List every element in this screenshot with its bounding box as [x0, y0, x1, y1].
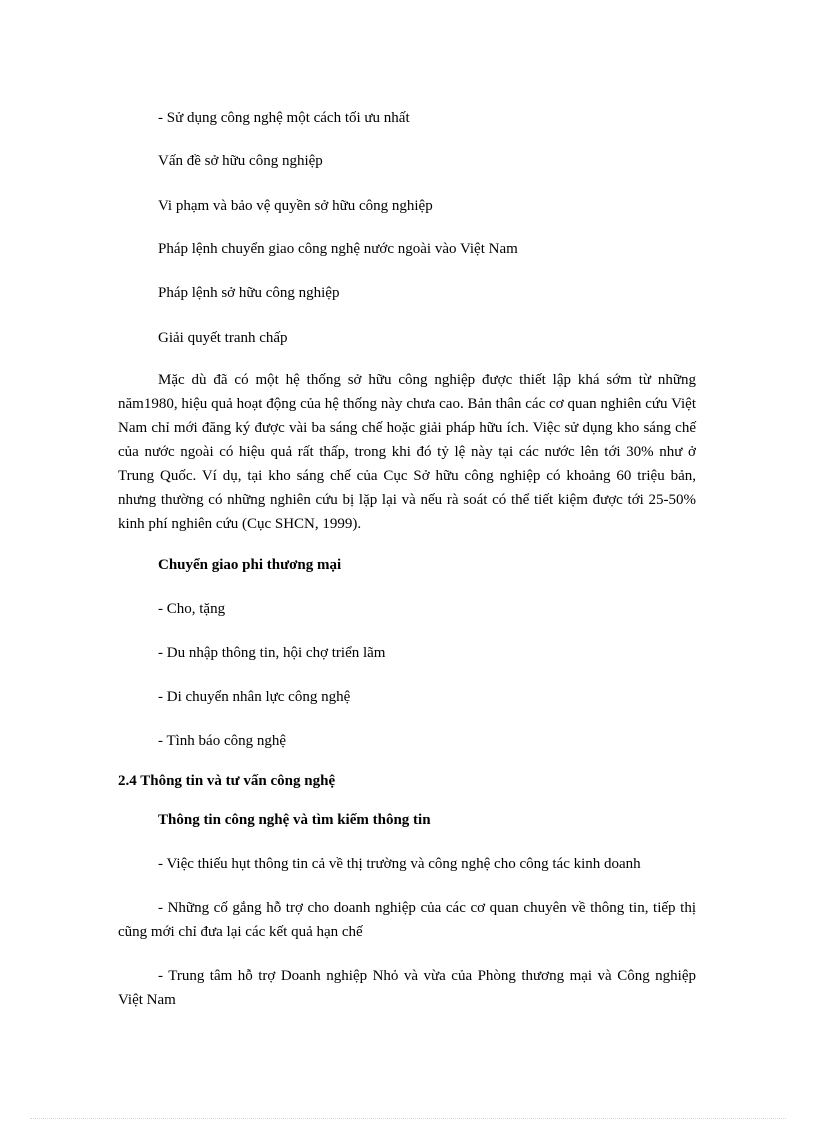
info-item-sme-support-center: - Trung tâm hỗ trợ Doanh nghiệp Nhỏ và vừa của Phòng thương mại và Công nghiệp Việt Nam: [118, 968, 696, 1008]
line-technology-transfer-ordinance: Pháp lệnh chuyển giao công nghệ nước ngoài vào Việt Nam: [158, 241, 518, 257]
list-item: - Tình báo công nghệ: [158, 733, 287, 749]
page-bottom-divider: [30, 1118, 786, 1119]
bullet-line-optimal-use: - Sử dụng công nghệ một cách tối ưu nhất: [158, 110, 410, 126]
line-violation-protection: Vi phạm và bảo vệ quyền sở hữu công nghiệp: [158, 198, 433, 214]
list-item: - Di chuyển nhân lực công nghệ: [158, 689, 351, 705]
paragraph-industrial-property-system: Mặc dù đã có một hệ thống sở hữu công nghiệp được thiết lập khá sớm từ những năm1980, hiệu quả hoạt động của hệ thống này chưa cao. Bản thân các cơ quan nghiên cứu Việt Nam chỉ mới đăng ký được vài ba sáng chế hoặc giải pháp hữu ích. Việc sử dụng kho sáng chế của nước ngoài có hiệu quả rất thấp, trong khi đó tỷ lệ này tại các nước lên tới 30% như ở Trung Quốc. Ví dụ, tại kho sáng chế của Cục Sở hữu công nghiệp có khoảng 60 triệu bản, nhưng thường có những nghiên cứu bị lặp lại và nếu rà soát có thể tiết kiệm được tới 25-50% kinh phí nghiên cứu (Cục SHCN, 1999).: [118, 372, 696, 532]
subheading-technology-information: Thông tin công nghệ và tìm kiếm thông tin: [158, 812, 431, 828]
list-item: - Cho, tặng: [158, 601, 226, 617]
section-heading-2-4: 2.4 Thông tin và tư vấn công nghệ: [118, 773, 336, 789]
line-dispute-resolution: Giải quyết tranh chấp: [158, 330, 288, 346]
info-item-support-efforts: - Những cố gắng hỗ trợ cho doanh nghiệp của các cơ quan chuyên về thông tin, tiếp thị cũng mới chỉ đưa lại các kết quả hạn chế: [118, 900, 696, 940]
line-industrial-property-issue: Vấn đề sở hữu công nghiệp: [158, 153, 323, 169]
line-industrial-property-ordinance: Pháp lệnh sở hữu công nghiệp: [158, 285, 340, 301]
heading-noncommercial-transfer: Chuyển giao phi thương mại: [158, 557, 342, 573]
info-item-lack-of-information: - Việc thiếu hụt thông tin cả về thị trường và công nghệ cho công tác kinh doanh: [158, 856, 641, 872]
list-item: - Du nhập thông tin, hội chợ triển lãm: [158, 645, 386, 661]
